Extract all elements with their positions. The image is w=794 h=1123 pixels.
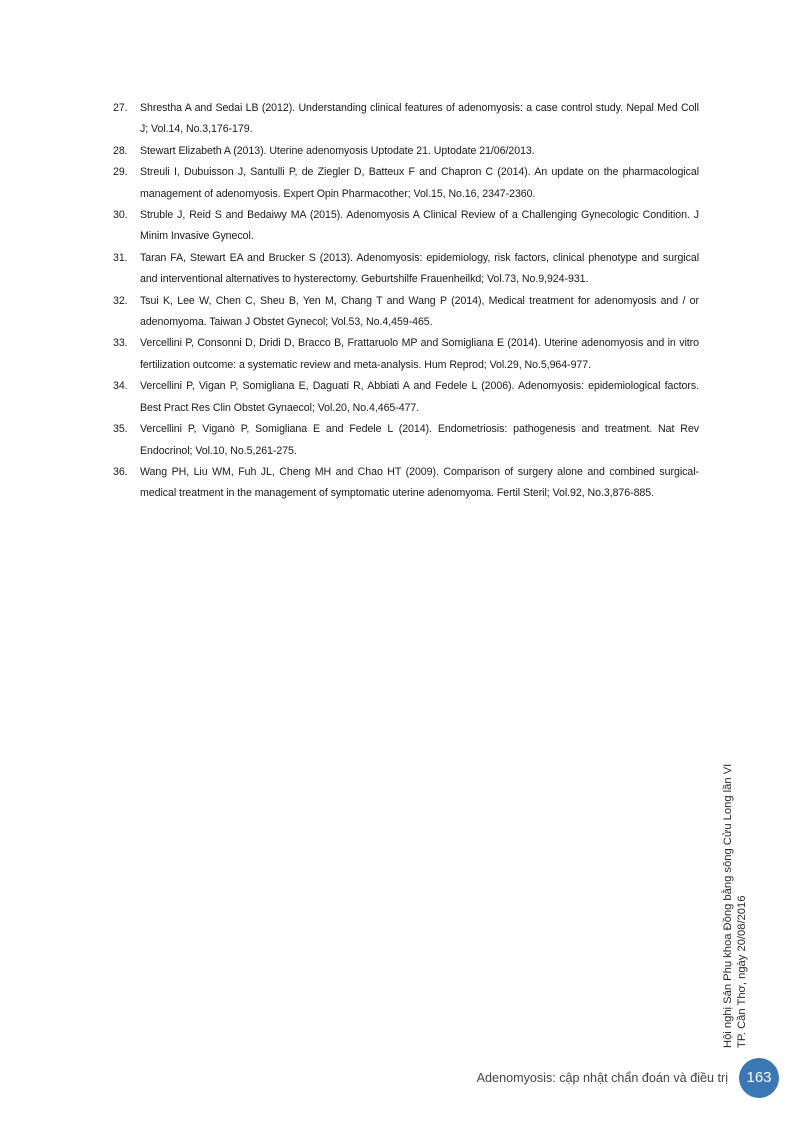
reference-text: Shrestha A and Sedai LB (2012). Understanding clinical features of adenomyosis: a case control study. Nepal Med Coll J; Vol.14, No.3,176-179. [140,102,699,136]
reference-number: 35. [113,423,128,436]
reference-text: Streuli I, Dubuisson J, Santulli P, de Ziegler D, Batteux F and Chapron C (2014). An update on the pharmacological management of adenomyosis. Expert Opin Pharmacother; Vol.15, No.16, 2347-2360. [140,166,699,200]
reference-text: Vercellini P, Consonni D, Dridi D, Bracco B, Frattaruolo MP and Somigliana E (2014). Uterine adenomyosis and in vitro fertilization outcome: a systematic review and meta-analysis. Hum Reprod; Vol.29, No.5,964-977. [140,337,699,371]
reference-item [113,205,699,248]
reference-number: 34. [113,380,128,393]
reference-item [113,419,699,462]
reference-text: Stewart Elizabeth A (2013). Uterine adenomyosis Uptodate 21. Uptodate 21/06/2013. [140,144,535,157]
reference-text: Tsui K, Lee W, Chen C, Sheu B, Yen M, Chang T and Wang P (2014), Medical treatment for adenomyosis and / or adenomyoma. Taiwan J Obstet Gynecol; Vol.53, No.4,459-465. [140,294,699,329]
reference-number: 30. [113,209,128,222]
reference-number: 27. [113,102,128,114]
reference-number: 29. [113,166,128,179]
reference-item [113,462,699,505]
reference-number: 36. [113,465,128,478]
reference-item [113,333,699,376]
reference-item [113,248,699,291]
reference-text: Taran FA, Stewart EA and Brucker S (2013). Adenomyosis: epidemiology, risk factors, clinical phenotype and surgical and interventional alternatives to hysterectomy. Geburtshilfe Frauenheilkd; Vol.73, No.9,924-931. [140,251,699,286]
reference-list [113,98,699,505]
reference-item [113,162,699,205]
conference-date: TP. Cần Thơ, ngày 20/08/2016 [736,895,748,1048]
conference-sidebar [721,728,749,1048]
reference-text: Struble J, Reid S and Bedaiwy MA (2015). Adenomyosis A Clinical Review of a Challenging Gynecologic Condition. J Minim Invasive Gynecol. [140,209,699,243]
reference-text: Vercellini P, Vigan P, Somigliana E, Daguati R, Abbiati A and Fedele L (2006). Adenomyosis: epidemiological factors. Best Pract Res Clin Obstet Gynaecol; Vol.20, No.4,465-477. [140,380,699,414]
conference-name: Hội nghị Sản Phụ khoa Đồng bằng sông Cửu Long lần VI [722,763,734,1048]
reference-number: 31. [113,251,128,264]
reference-item [113,141,699,162]
running-footer-title: Adenomyosis: cập nhật chẩn đoán và điều trị [476,1071,728,1085]
reference-number: 32. [113,294,128,307]
reference-item [113,291,699,334]
reference-item [113,98,699,141]
reference-text: Wang PH, Liu WM, Fuh JL, Cheng MH and Chao HT (2009). Comparison of surgery alone and combined surgical-medical treatment in the management of symptomatic uterine adenomyoma. Fertil Steril; Vol.92, No.3,876-885. [140,465,699,500]
reference-text: Vercellini P, Viganò P, Somigliana E and Fedele L (2014). Endometriosis: pathogenesis and treatment. Nat Rev Endocrinol; Vol.10, No.5,261-275. [140,423,699,457]
reference-number: 28. [113,144,128,157]
page-number-badge: 163 [739,1058,779,1098]
reference-item [113,376,699,419]
reference-number: 33. [113,337,128,350]
